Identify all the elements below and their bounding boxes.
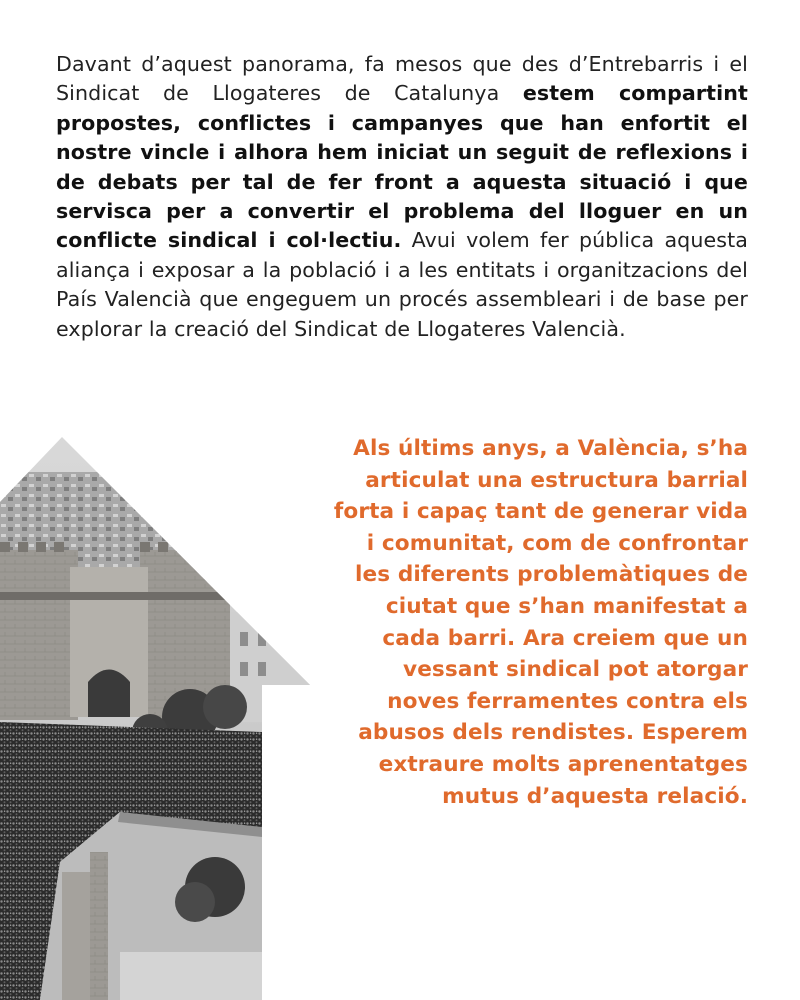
house-shaped-crowd-photo [0, 432, 310, 1000]
quote-line: ciutat que s’han manifestat a [385, 593, 748, 619]
quote-line: extraure molts aprenentatges [378, 751, 748, 777]
intro-text-end: Avui volem fer pública aquesta aliança i exposar a la població i a les entitats i organitzacions del País Valencià que engeguem un procés assembleari i de base per explorar la creació del Sindicat de Llogateres Valencià. [56, 228, 748, 341]
quote-line: articulat una estructura barrial [365, 467, 748, 493]
quote-line: vessant sindical pot atorgar [403, 657, 748, 683]
quote-line: noves ferramentes contra els [387, 688, 748, 714]
orange-quote [300, 433, 748, 812]
quote-line: i comunitat, com de confrontar [366, 530, 748, 556]
intro-paragraph [56, 50, 748, 344]
intro-text-start: Davant d’aquest panorama, fa mesos que des d’Entrebarris i el Sindicat de Llogateres de Catalunya [56, 52, 748, 106]
quote-line: forta i capaç tant de generar vida [333, 499, 748, 525]
quote-line: abusos dels rendistes. Esperem [358, 720, 748, 746]
quote-line: mutus d’aquesta relació. [442, 783, 748, 809]
quote-line: Als últims anys, a València, s’ha [353, 436, 748, 461]
quote-line: cada barri. Ara creiem que un [382, 625, 748, 651]
quote-line: les diferents problemàtiques de [355, 562, 748, 588]
intro-bold-text: estem compartint propostes, conflictes i campanyes que han enfortit el nostre vincle i alhora hem iniciat un seguit de reflexions i de debats per tal de fer front a aquesta situació i que servisca per a convertir el problema del lloguer en un conflicte sindical i col·lectiu. [56, 81, 748, 253]
